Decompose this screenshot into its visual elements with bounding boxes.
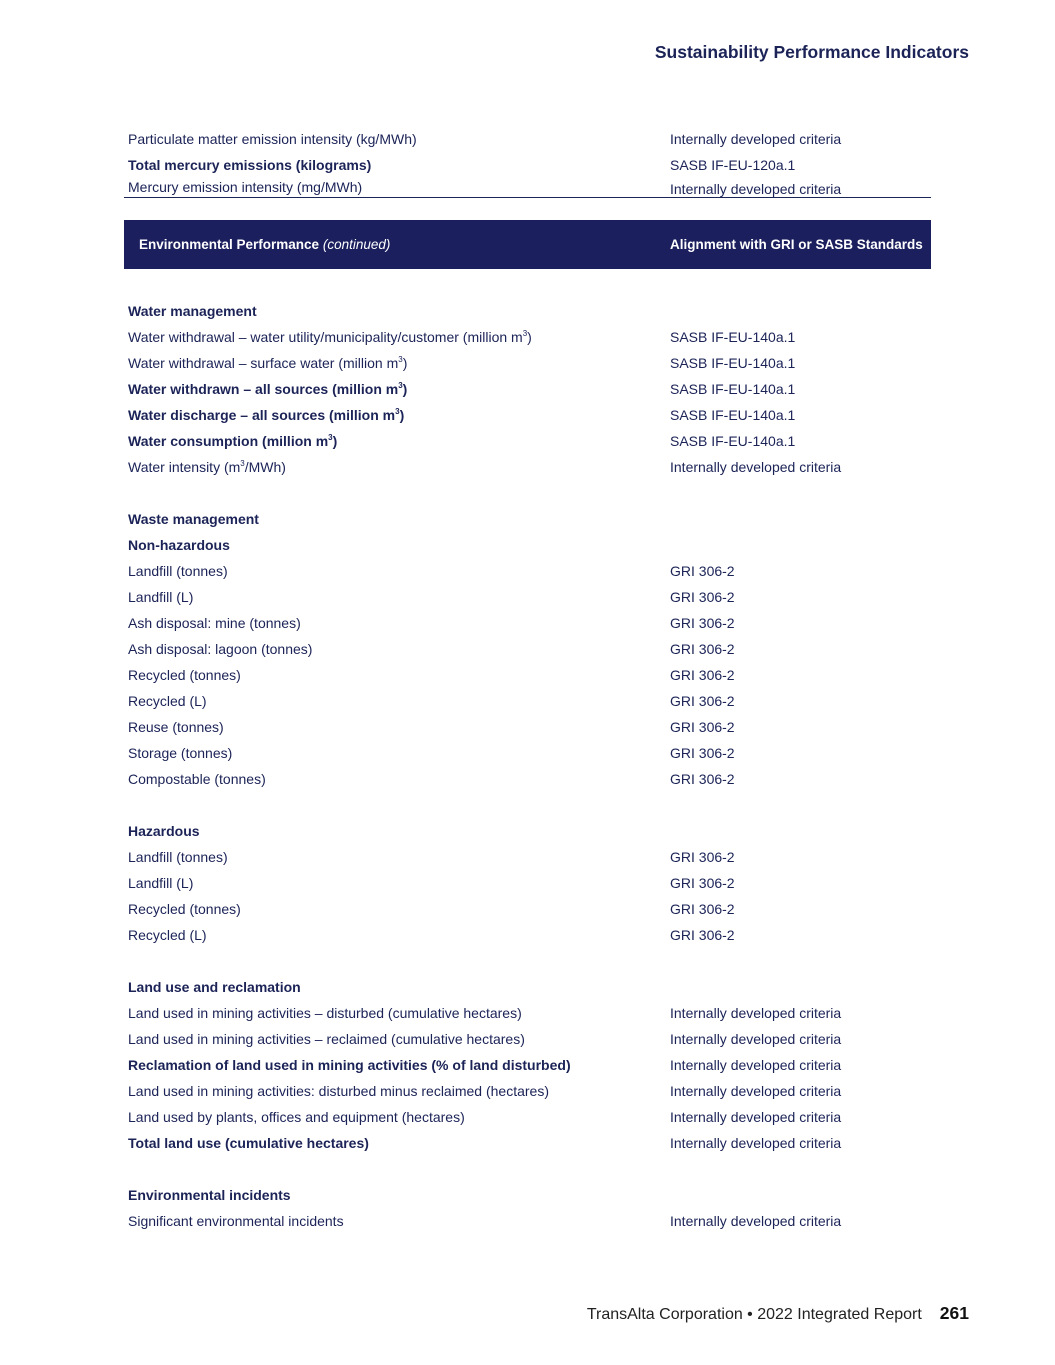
row-label: Water withdrawal – water utility/municipality/customer (million $m^3$) xyxy=(128,329,532,345)
row-reference: GRI 306-2 xyxy=(670,641,735,657)
row-reference: SASB IF-EU-140a.1 xyxy=(670,381,796,397)
row-label: Land used in mining activities: disturbed minus reclaimed (hectares) xyxy=(128,1083,549,1099)
table-row xyxy=(128,326,928,348)
table-row xyxy=(128,1132,928,1154)
table-row xyxy=(128,176,928,198)
table-row xyxy=(128,128,928,150)
row-reference: Internally developed criteria xyxy=(670,131,842,147)
table-row xyxy=(128,154,928,176)
table-row xyxy=(128,1054,928,1076)
table-row xyxy=(128,716,928,738)
row-label: Storage (tonnes) xyxy=(128,745,233,761)
row-label: Compostable (tonnes) xyxy=(128,771,266,787)
table-row xyxy=(128,404,928,426)
row-reference: GRI 306-2 xyxy=(670,563,735,579)
section-heading-incidents: Environmental incidents xyxy=(128,1187,291,1203)
row-reference: GRI 306-2 xyxy=(670,693,735,709)
row-reference: GRI 306-2 xyxy=(670,875,735,891)
row-reference: Internally developed criteria xyxy=(670,1109,842,1125)
row-label: Total land use (cumulative hectares) xyxy=(128,1135,369,1151)
table-row xyxy=(128,430,928,452)
table-row xyxy=(128,638,928,660)
row-label: Landfill (tonnes) xyxy=(128,849,228,865)
row-reference: Internally developed criteria xyxy=(670,1057,842,1073)
table-row xyxy=(128,1028,928,1050)
row-label: Total mercury emissions (kilograms) xyxy=(128,157,372,173)
row-reference: Internally developed criteria xyxy=(670,1031,842,1047)
table-row xyxy=(128,1002,928,1024)
row-label: Ash disposal: lagoon (tonnes) xyxy=(128,641,313,657)
table-row xyxy=(128,664,928,686)
page-header-title: Sustainability Performance Indicators xyxy=(654,42,969,62)
row-label: Recycled (tonnes) xyxy=(128,667,241,683)
row-label: Recycled (L) xyxy=(128,693,207,709)
row-label: Recycled (L) xyxy=(128,927,207,943)
row-reference: GRI 306-2 xyxy=(670,849,735,865)
row-label: Water discharge – all sources (million $m^3$) xyxy=(128,407,405,423)
row-reference: SASB IF-EU-140a.1 xyxy=(670,407,796,423)
row-label: Water intensity $(m^3/MWh)$ xyxy=(128,459,286,475)
row-label: Recycled (tonnes) xyxy=(128,901,241,917)
row-reference: GRI 306-2 xyxy=(670,745,735,761)
row-label: Significant environmental incidents xyxy=(128,1213,344,1229)
row-label: Particulate matter emission intensity (kg/MWh) xyxy=(128,131,417,147)
row-label: Mercury emission intensity (mg/MWh) xyxy=(128,179,363,195)
row-label: Landfill (L) xyxy=(128,875,194,891)
page-number: 261 xyxy=(939,1303,969,1323)
table-divider xyxy=(124,197,931,198)
row-label: Land used by plants, offices and equipment (hectares) xyxy=(128,1109,465,1125)
row-label: Reuse (tonnes) xyxy=(128,719,224,735)
row-reference: GRI 306-2 xyxy=(670,589,735,605)
table-row xyxy=(128,898,928,920)
row-reference: Internally developed criteria xyxy=(670,1135,842,1151)
row-label: Water withdrawal – surface water (million $m^3$) xyxy=(128,355,408,371)
row-reference: GRI 306-2 xyxy=(670,927,735,943)
row-reference: GRI 306-2 xyxy=(670,901,735,917)
row-reference: GRI 306-2 xyxy=(670,719,735,735)
row-label: Land used in mining activities – reclaimed (cumulative hectares) xyxy=(128,1031,525,1047)
row-label: Landfill (tonnes) xyxy=(128,563,228,579)
table-header-title: Environmental Performance xyxy=(139,237,320,252)
subsection-heading-hazardous: Hazardous xyxy=(128,823,200,839)
row-reference: SASB IF-EU-140a.1 xyxy=(670,329,796,345)
table-row xyxy=(128,1106,928,1128)
table-row xyxy=(128,352,928,374)
table-header-continued: (continued) xyxy=(322,237,391,252)
row-reference: GRI 306-2 xyxy=(670,667,735,683)
row-reference: GRI 306-2 xyxy=(670,615,735,631)
table-row xyxy=(128,1080,928,1102)
row-label: Reclamation of land used in mining activities (% of land disturbed) xyxy=(128,1057,571,1073)
row-label: Water withdrawn – all sources (million $m^3$) xyxy=(128,381,408,397)
subsection-heading-non-hazardous: Non-hazardous xyxy=(128,537,230,553)
table-row xyxy=(128,378,928,400)
row-label: Water consumption (million $m^3$) xyxy=(128,433,338,449)
row-label: Land used in mining activities – disturbed (cumulative hectares) xyxy=(128,1005,522,1021)
table-row xyxy=(128,872,928,894)
row-reference: SASB IF-EU-140a.1 xyxy=(670,355,796,371)
table-row xyxy=(128,456,928,478)
row-reference: Internally developed criteria xyxy=(670,459,842,475)
table-row xyxy=(128,742,928,764)
table-row xyxy=(128,690,928,712)
table-row xyxy=(128,1210,928,1232)
table-row xyxy=(128,586,928,608)
section-heading-waste: Waste management xyxy=(128,511,259,527)
table-row xyxy=(128,560,928,582)
section-heading-land: Land use and reclamation xyxy=(128,979,301,995)
row-reference: Internally developed criteria xyxy=(670,1005,842,1021)
table-header-left xyxy=(139,220,390,269)
row-reference: Internally developed criteria xyxy=(670,1083,842,1099)
row-reference: Internally developed criteria xyxy=(670,1213,842,1229)
table-header-right: Alignment with GRI or SASB Standards xyxy=(670,237,923,252)
page-footer xyxy=(587,1300,969,1328)
table-row xyxy=(128,768,928,790)
row-label: Landfill (L) xyxy=(128,589,194,605)
section-heading-water: Water management xyxy=(128,303,257,319)
table-row xyxy=(128,846,928,868)
footer-text: TransAlta Corporation • 2022 Integrated Report xyxy=(586,1306,922,1323)
table-row xyxy=(128,612,928,634)
row-label: Ash disposal: mine (tonnes) xyxy=(128,615,301,631)
table-header-band xyxy=(124,220,931,269)
row-reference: GRI 306-2 xyxy=(670,771,735,787)
table-row xyxy=(128,924,928,946)
row-reference: SASB IF-EU-120a.1 xyxy=(670,157,796,173)
row-reference: SASB IF-EU-140a.1 xyxy=(670,433,796,449)
row-reference: Internally developed criteria xyxy=(670,181,842,197)
